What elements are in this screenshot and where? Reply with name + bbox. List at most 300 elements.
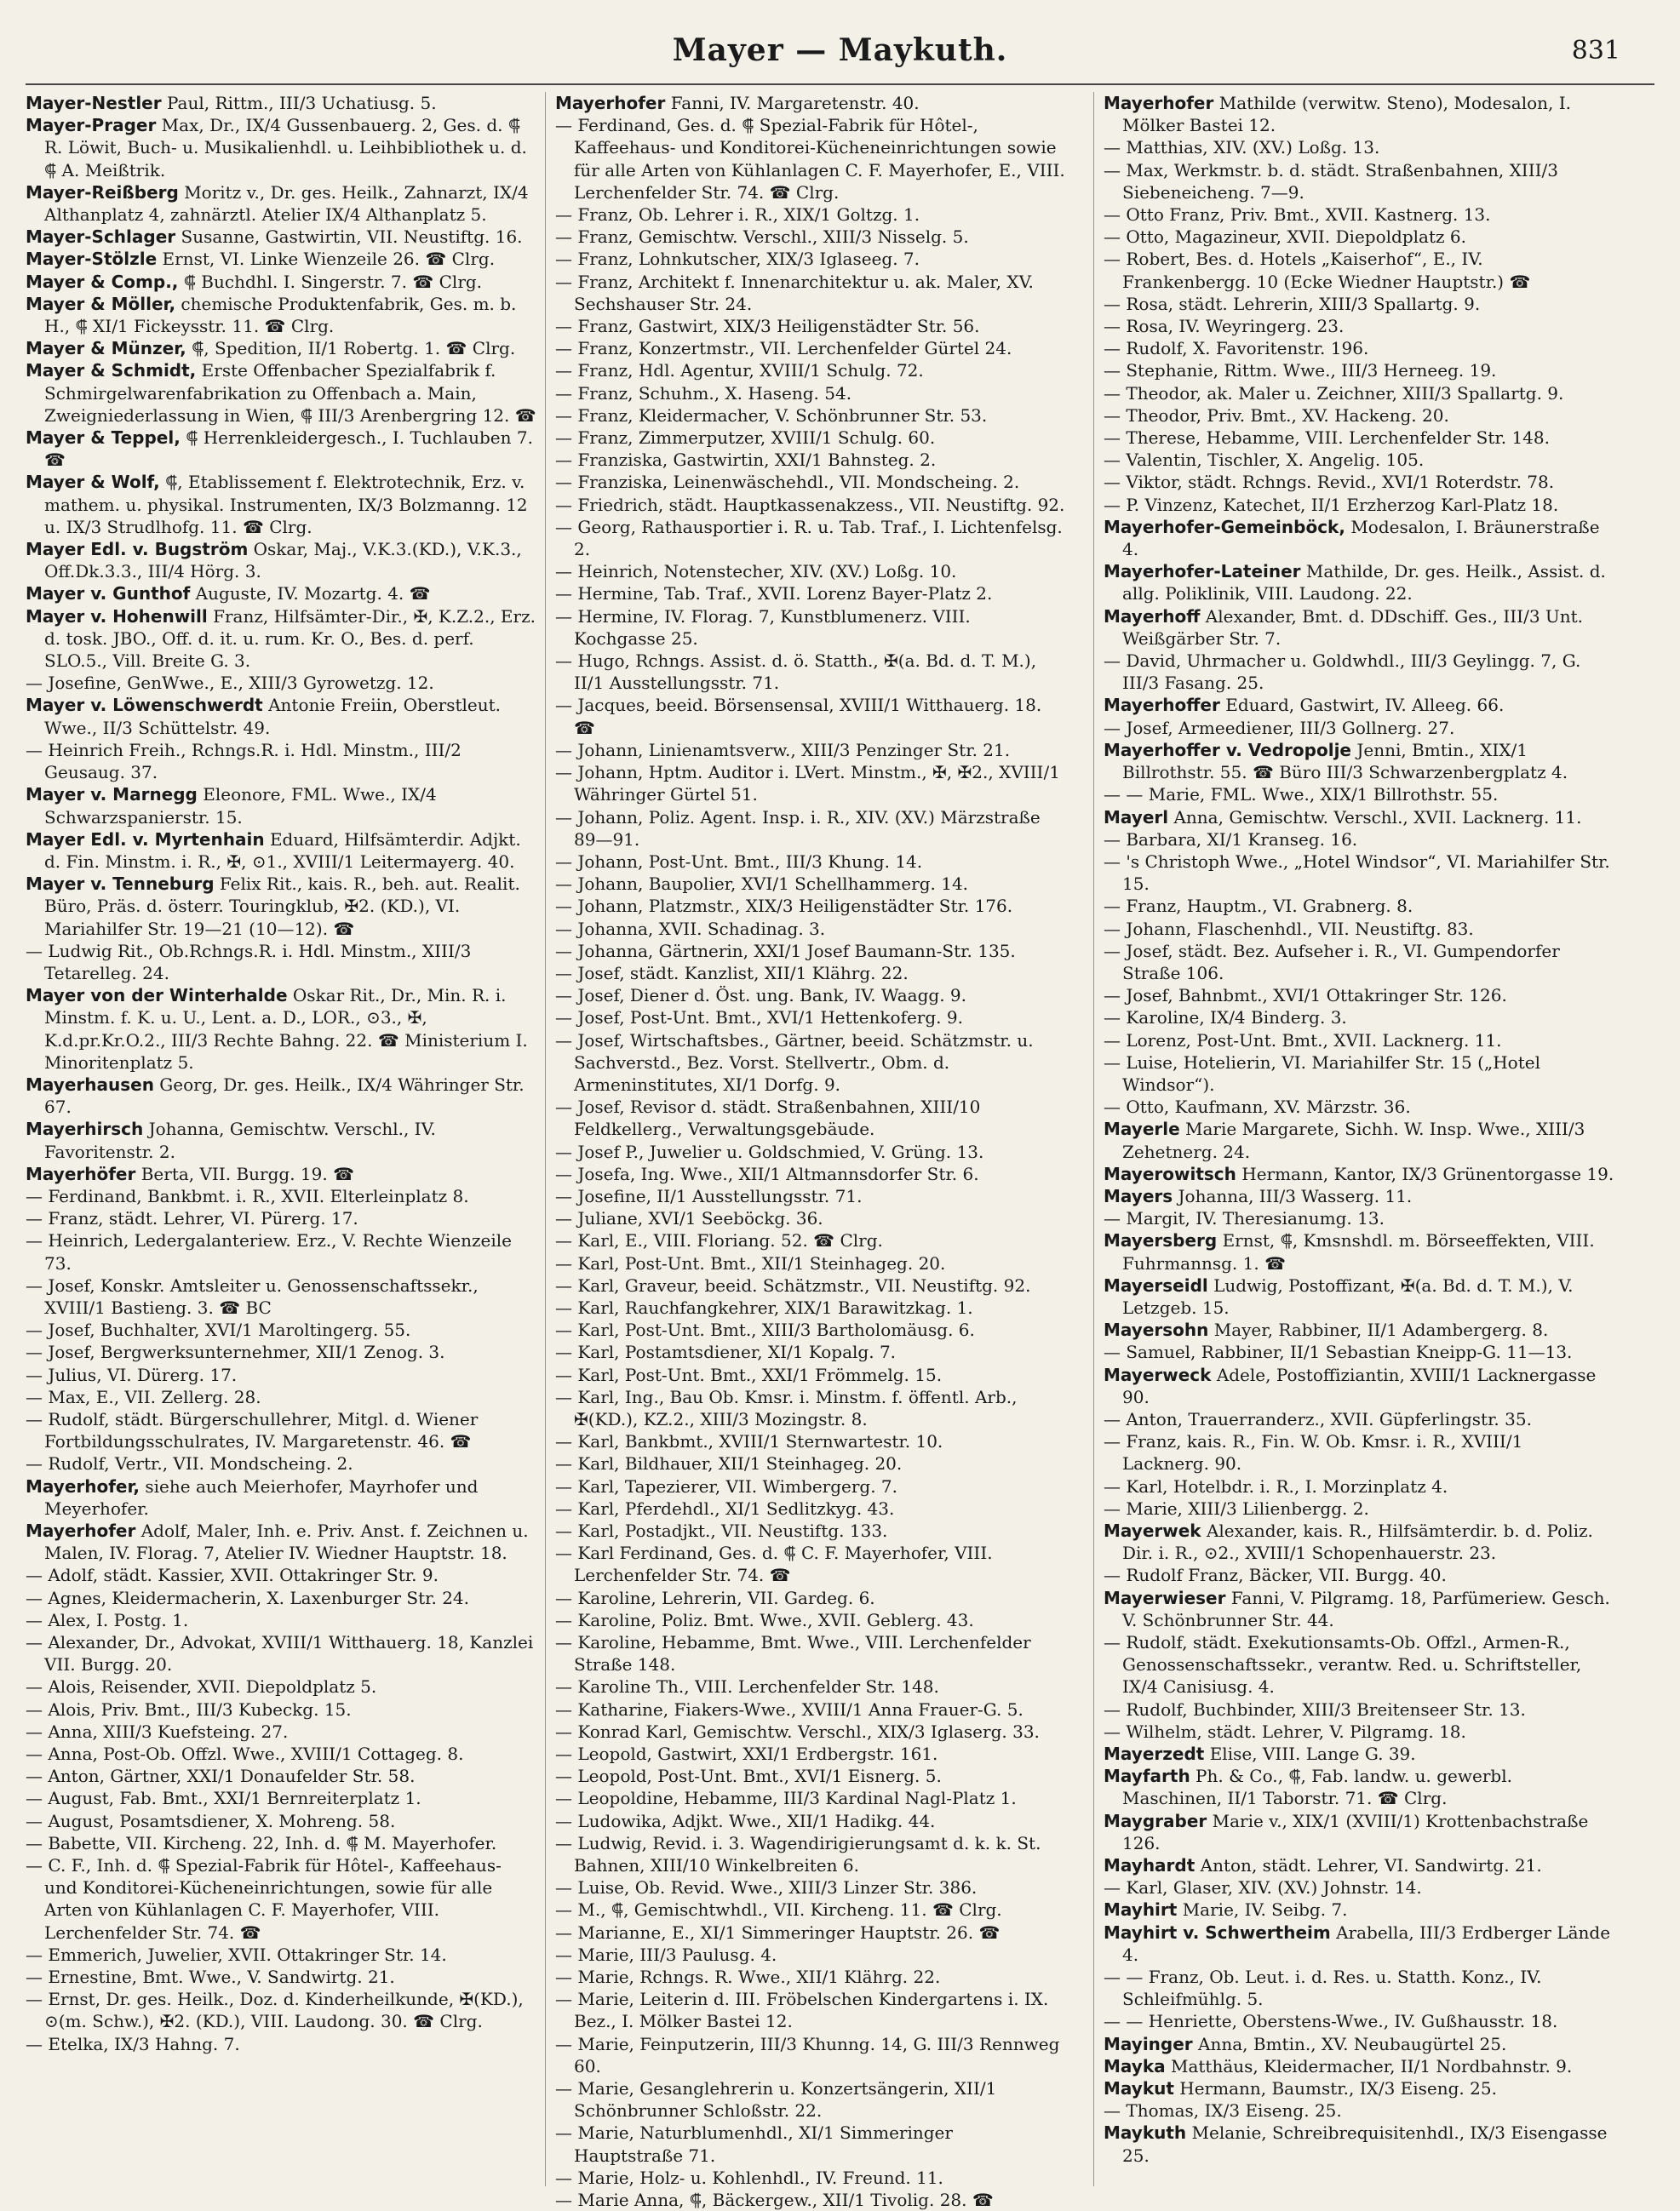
entry-text: — Franz, Hauptm., VI. Grabnerg. 8. [1104, 896, 1413, 917]
directory-entry [555, 605, 1066, 650]
directory-entry [1104, 1408, 1614, 1430]
directory-entry [26, 1274, 536, 1319]
entry-text: chemische Produktenfabrik, Ges. m. b. H., ⸿ XI/1 Fickeysstr. 11. ☎ Clrg. [44, 293, 517, 337]
directory-entry [555, 650, 1066, 694]
directory-entry [1104, 694, 1614, 716]
entry-headword: Mayhardt [1104, 1855, 1195, 1876]
directory-entry [555, 1787, 1066, 1809]
directory-entry [1104, 1564, 1614, 1586]
directory-entry [1104, 717, 1614, 739]
entry-text: — Karl, Postamtsdiener, XI/1 Kopalg. 7. [555, 1342, 897, 1363]
entry-text: — Etelka, IX/3 Hahng. 7. [26, 2033, 240, 2054]
entry-text: — M., ⸿, Gemischtwhdl., VII. Kircheng. 11. ☎ Clrg. [555, 1899, 1002, 1921]
entry-text: — Josef, Revisor d. städt. Straßenbahnen, XIII/10 Feldkellerg., Verwaltungsgebäude. [555, 1097, 981, 1140]
directory-entry [26, 1675, 536, 1698]
directory-column-middle [555, 92, 1066, 2211]
directory-entry [555, 1899, 1066, 1921]
entry-text: — Rosa, städt. Lehrerin, XIII/3 Spallartg. 9. [1104, 293, 1481, 314]
directory-entry [555, 1832, 1066, 1876]
entry-text: — Adolf, städt. Kassier, XVII. Ottakringer Str. 9. [26, 1565, 439, 1586]
entry-text: Franz, Hilfsämter-Dir., ✠, K.Z.2., Erz. d. tosk. JBO., Off. d. it. u. rum. Kr. O., Bes. d. perf. SLO.5., Vill. Breite G. 3. [44, 605, 536, 672]
entry-text: Marie v., XIX/1 (XVIII/1) Krottenbachstraße 126. [1122, 1810, 1589, 1853]
entry-text: Max, Dr., IX/4 Gussenbauerg. 2, Ges. d. ⸿ R. Löwit, Buch- u. Musikalienhdl. u. Leihbibliothek u. d. ⸿ A. Meißtrik. [44, 115, 527, 180]
directory-entry [26, 1587, 536, 1609]
entry-text: — Marie, Holz- u. Kohlenhdl., IV. Freund. 11. [555, 2167, 943, 2188]
entry-text: Oskar, Maj., V.K.3.(KD.), V.K.3., Off.Dk.3.3., III/4 Hörg. 3. [44, 539, 522, 582]
directory-entry [1104, 1006, 1614, 1028]
directory-entry [555, 873, 1066, 895]
entry-text: — Franz, städt. Lehrer, VI. Pürerg. 17. [26, 1208, 358, 1229]
directory-entry [1104, 1341, 1614, 1363]
entry-text: — Marie, Feinputzerin, III/3 Khunng. 14, G. III/3 Rennweg 60. [555, 2033, 1060, 2076]
directory-entry [555, 2167, 1066, 2189]
entry-text: — Karl, Pferdehdl., XI/1 Sedlitzkyg. 43. [555, 1498, 895, 1519]
directory-entry [1104, 1810, 1614, 1854]
directory-entry [555, 582, 1066, 604]
entry-text: Hermann, Baumstr., IX/3 Eiseng. 25. [1179, 2078, 1497, 2099]
entry-headword: Mayerhofer, [26, 1475, 140, 1497]
entry-headword: Mayer v. Löwenschwerdt [26, 695, 263, 716]
directory-entry [555, 1341, 1066, 1363]
entry-headword: Mayerhofer-Lateiner [1104, 561, 1301, 582]
entry-text: Melanie, Schreibrequisitenhdl., IX/3 Eisengasse 25. [1122, 2122, 1608, 2166]
entry-headword: Mayerwieser [1104, 1587, 1226, 1608]
entry-text: — Marie, XIII/3 Lilienbergg. 2. [1104, 1498, 1369, 1519]
entry-text: — Josefa, Ing. Wwe., XII/1 Altmannsdorfer Str. 6. [555, 1163, 979, 1184]
entry-text: — August, Posamtsdiener, X. Mohreng. 58. [26, 1810, 396, 1831]
directory-entry [555, 851, 1066, 873]
directory-entry [1104, 404, 1614, 427]
directory-entry [26, 694, 536, 738]
directory-entry [26, 293, 536, 337]
entry-text: Moritz v., Dr. ges. Heilk., Zahnarzt, IX/4 Althanplatz 4, zahnärztl. Atelier IX/4 Althanplatz 5. [44, 181, 529, 226]
directory-entry [555, 1721, 1066, 1743]
entry-text: — Ernestine, Bmt. Wwe., V. Sandwirtg. 21. [26, 1967, 395, 1988]
entry-text: — Johann, Flaschenhdl., VII. Neustiftg. 83. [1104, 918, 1474, 939]
directory-entry [26, 1698, 536, 1721]
entry-headword: Maykuth [1104, 2122, 1187, 2144]
directory-entry [555, 1163, 1066, 1185]
entry-text: — Johanna, XVII. Schadinag. 3. [555, 918, 826, 939]
directory-entry [555, 739, 1066, 761]
entry-text: — Franz, kais. R., Fin. W. Ob. Kmsr. i. R., XVIII/1 Lacknerg. 90. [1104, 1431, 1523, 1475]
entry-text: — Matthias, XIV. (XV.) Loßg. 13. [1104, 137, 1380, 158]
directory-entry [555, 2033, 1066, 2077]
directory-entry [26, 2033, 536, 2055]
entry-text: Auguste, IV. Mozartg. 4. ☎ [195, 583, 431, 604]
directory-entry [1104, 560, 1614, 604]
entry-text: — C. F., Inh. d. ⸿ Spezial-Fabrik für Hôtel-, Kaffeehaus- und Konditorei-Kücheneinrichtungen, sowie für alle Arten von Kühlanlagen C. F. Mayerhofer, VIII. Lerchenfelder Str. 74. ☎ [26, 1855, 502, 1943]
entry-text: — Karl, Post-Unt. Bmt., XXI/1 Frömmelg. 15. [555, 1364, 943, 1385]
entry-text: — Rudolf, Vertr., VII. Mondscheing. 2. [26, 1453, 353, 1475]
directory-entry [26, 1408, 536, 1452]
entry-text: — Franz, Gastwirt, XIX/3 Heiligenstädter Str. 56. [555, 316, 980, 337]
entry-text: — Josef, Buchhalter, XVI/1 Maroltingerg. 55. [26, 1320, 411, 1341]
directory-entry [1104, 315, 1614, 337]
directory-entry [555, 1430, 1066, 1452]
entry-headword: Mayerwek [1104, 1521, 1201, 1541]
directory-entry [555, 984, 1066, 1006]
directory-entry [1104, 136, 1614, 158]
directory-column-right [1104, 92, 1614, 2195]
entry-text: Johanna, Gemischtw. Verschl., IV. Favoritenstr. 2. [44, 1119, 436, 1162]
entry-text: — Rudolf Franz, Bäcker, VII. Burgg. 40. [1104, 1565, 1447, 1586]
entry-text: — Karoline Th., VIII. Lerchenfelder Str. 148. [555, 1676, 939, 1698]
entry-text: Felix Rit., kais. R., beh. aut. Realit. Büro, Präs. d. österr. Touringklub, ✠2. (KD.), VI. Mariahilfer Str. 19—21 (10—12). ☎ [44, 874, 520, 939]
directory-entry [26, 1074, 536, 1118]
column-divider [545, 92, 546, 2186]
directory-entry [26, 1810, 536, 1832]
entry-text: — Karoline, Lehrerin, VII. Gardeg. 6. [555, 1587, 875, 1608]
entry-headword: Mayerle [1104, 1119, 1180, 1140]
entry-text: — Lorenz, Post-Unt. Bmt., XVII. Lacknerg. 11. [1104, 1029, 1502, 1051]
directory-entry [1104, 2010, 1614, 2032]
directory-entry [555, 516, 1066, 560]
entry-text: — Agnes, Kleidermacherin, X. Laxenburger Str. 24. [26, 1587, 470, 1608]
entry-text: — Josefine, GenWwe., E., XIII/3 Gyrowetzg. 12. [26, 673, 434, 694]
entry-text: Adele, Postoffiziantin, XVIII/1 Lacknergasse 90. [1122, 1364, 1597, 1407]
entry-text: — Valentin, Tischler, X. Angelig. 105. [1104, 450, 1425, 471]
entry-text: — Marianne, E., XI/1 Simmeringer Hauptstr. 26. ☎ [555, 1922, 1001, 1943]
directory-entry [26, 783, 536, 828]
entry-text: Ph. & Co., ⸿, Fab. landw. u. gewerbl. Maschinen, II/1 Taborstr. 71. ☎ Clrg. [1122, 1766, 1512, 1809]
entry-text: — Ludwig, Revid. i. 3. Wagendirigierungsamt d. k. k. St. Bahnen, XIII/10 Winkelbreiten 6. [555, 1832, 1041, 1876]
directory-entry [26, 359, 536, 427]
directory-entry [1104, 2077, 1614, 2099]
entry-headword: Mayerhofer [1104, 93, 1214, 113]
directory-entry [555, 1229, 1066, 1252]
entry-text: — Josef, Armeediener, III/3 Gollnerg. 27. [1104, 717, 1455, 738]
entry-text: — Alexander, Dr., Advokat, XVIII/1 Witthauerg. 18, Kanzlei VII. Burgg. 20. [26, 1632, 534, 1675]
directory-entry [555, 92, 1066, 114]
entry-headword: Mayerzedt [1104, 1744, 1205, 1765]
entry-text: Anton, städt. Lehrer, VI. Sandwirtg. 21. [1200, 1855, 1542, 1876]
directory-entry [1104, 895, 1614, 917]
directory-entry [555, 2077, 1066, 2122]
entry-headword: Mayer von der Winterhalde [26, 985, 288, 1006]
column-divider [1093, 92, 1094, 2186]
directory-entry [1104, 940, 1614, 984]
directory-entry [555, 449, 1066, 471]
directory-entry [555, 1364, 1066, 1386]
entry-text: — Franziska, Leinenwäschehdl., VII. Mondscheing. 2. [555, 472, 1020, 493]
directory-entry [26, 337, 536, 359]
entry-text: Susanne, Gastwirtin, VII. Neustiftg. 16. [181, 226, 523, 248]
entry-headword: Mayer Edl. v. Bugström [26, 539, 249, 560]
entry-text: — Josef, städt. Kanzlist, XII/1 Klährg. 22. [555, 962, 909, 983]
directory-entry [555, 427, 1066, 449]
entry-text: — Karl Ferdinand, Ges. d. ⸿ C. F. Mayerhofer, VIII. Lerchenfelder Str. 74. ☎ [555, 1543, 993, 1586]
entry-text: — Josef, Post-Unt. Bmt., XVI/1 Hettenkoferg. 9. [555, 1007, 963, 1028]
directory-entry [1104, 2033, 1614, 2055]
entry-headword: Mayersberg [1104, 1230, 1218, 1252]
entry-text: — Heinrich, Ledergalanteriew. Erz., V. Rechte Wienzeile 73. [26, 1230, 512, 1274]
directory-entry [1104, 1319, 1614, 1341]
entry-text: — Babette, VII. Kircheng. 22, Inh. d. ⸿ M. Mayerhofer. [26, 1832, 497, 1853]
entry-text: — Josef, Wirtschaftsbes., Gärtner, beeid. Schätzmstr. u. Sachverstd., Bez. Vorst. Stellvertr., Obm. d. Armeninstitutes, XI/1 Dorfg. 9. [555, 1029, 1034, 1095]
directory-entry [555, 494, 1066, 516]
directory-entry [1104, 1185, 1614, 1207]
entry-text: Eduard, Gastwirt, IV. Alleeg. 66. [1225, 695, 1505, 716]
entry-text: — Ludwig Rit., Ob.Rchngs.R. i. Hdl. Minstm., XIII/3 Tetarelleg. 24. [26, 940, 472, 983]
directory-entry [26, 1564, 536, 1586]
directory-entry [555, 337, 1066, 359]
entry-text: — Marie, Gesanglehrerin u. Konzertsängerin, XII/1 Schönbrunner Schloßstr. 22. [555, 2078, 997, 2122]
directory-entry [26, 1966, 536, 1988]
entry-text: — Marie, Rchngs. R. Wwe., XII/1 Klährg. 22. [555, 1967, 941, 1988]
entry-text: — Karl, Bankbmt., XVIII/1 Sternwartestr. 10. [555, 1431, 943, 1452]
directory-entry [1104, 1207, 1614, 1229]
entry-text: — Johann, Hptm. Auditor i. LVert. Minstm., ✠, ✠2., XVIII/1 Währinger Gürtel 51. [555, 762, 1060, 805]
directory-entry [1104, 1721, 1614, 1743]
entry-text: Oskar Rit., Dr., Min. R. i. Minstm. f. K. u. U., Lent. a. D., LOR., ⊙3., ✠, K.d.pr.Kr.O.2., III/3 Rechte Bahng. 22. ☎ Ministerium I. Minoritenplatz 5. [44, 985, 528, 1073]
entry-text: — Johann, Poliz. Agent. Insp. i. R., XIV. (XV.) Märzstraße 89—91. [555, 806, 1041, 850]
entry-headword: Mayerseidl [1104, 1274, 1208, 1296]
entry-headword: Mayer-Stölzle [26, 249, 158, 270]
directory-entry [555, 1096, 1066, 1140]
directory-entry [26, 1163, 536, 1185]
directory-entry [555, 1520, 1066, 1542]
directory-entry [555, 359, 1066, 381]
page-header [0, 32, 1680, 75]
entry-text: siehe auch Meierhofer, Mayrhofer und Meyerhofer. [44, 1475, 479, 1519]
entry-text: — Marie, Leiterin d. III. Fröbelschen Kindergartens i. IX. Bez., I. Mölker Bastei 12. [555, 1989, 1049, 2032]
directory-entry [26, 226, 536, 248]
entry-text: Eduard, Hilfsämterdir. Adjkt. d. Fin. Minstm. i. R., ✠, ⊙1., XVIII/1 Leitermayerg. 40. [44, 828, 521, 872]
directory-entry [26, 1765, 536, 1787]
entry-text: — Josefine, II/1 Ausstellungsstr. 71. [555, 1185, 863, 1206]
directory-entry [1104, 226, 1614, 248]
entry-text: Adolf, Maler, Inh. e. Priv. Anst. f. Zeichnen u. Malen, IV. Florag. 7, Atelier IV. Wiedner Hauptstr. 18. [44, 1521, 529, 1564]
directory-entry [26, 1118, 536, 1162]
entry-text: Alexander, Bmt. d. DDschiff. Ges., III/3 Unt. Weißgärber Str. 7. [1122, 605, 1584, 649]
entry-text: — Max, Werkmstr. b. d. städt. Straßenbahnen, XIII/3 Siebeneicheng. 7—9. [1104, 159, 1558, 203]
directory-entry [555, 2189, 1066, 2211]
directory-entry [1104, 248, 1614, 292]
entry-text: Erste Offenbacher Spezialfabrik f. Schmirgelwarenfabrikation zu Offenbach a. Main, Zweigniederlassung in Wien, ⸿ III/3 Arenbergring 12. ☎ [44, 360, 536, 426]
entry-text: — Alex, I. Postg. 1. [26, 1609, 189, 1630]
directory-entry [1104, 806, 1614, 828]
directory-entry [555, 1542, 1066, 1586]
entry-headword: Mayerhirsch [26, 1119, 144, 1140]
directory-entry [555, 895, 1066, 917]
directory-entry [1104, 1498, 1614, 1520]
entry-text: — Marie Anna, ⸿, Bäckergew., XII/1 Tivolig. 28. ☎ [555, 2190, 994, 2211]
directory-entry [555, 1609, 1066, 1631]
directory-entry [555, 1675, 1066, 1698]
entry-text: — Emmerich, Juwelier, XVII. Ottakringer Str. 14. [26, 1944, 447, 1965]
directory-entry [555, 271, 1066, 315]
directory-entry [555, 962, 1066, 984]
entry-headword: Mayhirt v. Schwertheim [1104, 1922, 1331, 1943]
entry-text: Matthäus, Kleidermacher, II/1 Nordbahnstr. 9. [1170, 2055, 1573, 2076]
entry-text: Marie Margarete, Sichh. W. Insp. Wwe., XIII/3 Zehetnerg. 24. [1122, 1119, 1585, 1162]
directory-entry [555, 315, 1066, 337]
directory-entry [555, 1207, 1066, 1229]
directory-entry [555, 1252, 1066, 1274]
entry-headword: Mayerhoff [1104, 605, 1201, 627]
entry-text: — Johanna, Gärtnerin, XXI/1 Josef Baumann-Str. 135. [555, 940, 1016, 961]
entry-text: — Ernst, Dr. ges. Heilk., Doz. d. Kinderheilkunde, ✠(KD.), ⊙(m. Schw.), ✠2. (KD.), VIII. Laudong. 30. ☎ Clrg. [26, 1989, 524, 2032]
entry-text: — Franz, Zimmerputzer, XVIII/1 Schulg. 60. [555, 427, 936, 449]
entry-text: — Samuel, Rabbiner, II/1 Sebastian Kneipp-G. 11—13. [1104, 1342, 1573, 1363]
directory-entry [555, 2122, 1066, 2166]
directory-entry [26, 873, 536, 940]
directory-entry [555, 114, 1066, 203]
directory-entry [1104, 359, 1614, 381]
entry-text: — Anton, Gärtner, XXI/1 Donaufelder Str. 58. [26, 1766, 416, 1787]
entry-text: — Karoline, Poliz. Bmt. Wwe., XVII. Geblerg. 43. [555, 1609, 974, 1630]
directory-entry [555, 1988, 1066, 2032]
entry-text: — Anna, Post-Ob. Offzl. Wwe., XVIII/1 Cottageg. 8. [26, 1744, 464, 1765]
entry-text: — Luise, Ob. Revid. Wwe., XIII/3 Linzer Str. 386. [555, 1877, 978, 1899]
entry-headword: Maygraber [1104, 1810, 1207, 1831]
entry-text: — Karl, Postadjkt., VII. Neustiftg. 133. [555, 1521, 888, 1541]
entry-headword: Mayerhofer [555, 93, 666, 113]
entry-text: — Rosa, IV. Weyringerg. 23. [1104, 316, 1345, 337]
directory-entry [1104, 2122, 1614, 2166]
entry-text: — P. Vinzenz, Katechet, II/1 Erzherzog Karl-Platz 18. [1104, 494, 1559, 515]
running-head: Mayer — Maykuth. [672, 32, 1008, 68]
directory-entry [26, 538, 536, 582]
entry-text: — Karoline, Hebamme, Bmt. Wwe., VIII. Lerchenfelder Straße 148. [555, 1632, 1031, 1675]
entry-headword: Mayinger [1104, 2033, 1193, 2054]
directory-entry [1104, 1765, 1614, 1809]
entry-text: — Konrad Karl, Gemischtw. Verschl., XIX/3 Iglaserg. 33. [555, 1721, 1040, 1742]
entry-text: Jenni, Bmtin., XIX/1 Billrothstr. 55. ☎ Büro III/3 Schwarzenbergplatz 4. [1122, 739, 1568, 783]
entry-headword: Mayerhoffer [1104, 695, 1220, 716]
directory-entry [1104, 494, 1614, 516]
entry-text: — Josef, Bahnbmt., XVI/1 Ottakringer Str. 126. [1104, 985, 1507, 1006]
directory-entry [26, 1520, 536, 1564]
directory-entry [26, 605, 536, 673]
directory-entry [1104, 427, 1614, 449]
entry-headword: Mayer Edl. v. Myrtenhain [26, 828, 265, 850]
entry-text: — Josef P., Juwelier u. Goldschmied, V. Grüng. 13. [555, 1141, 984, 1162]
entry-headword: Mayhirt [1104, 1899, 1178, 1921]
directory-entry [555, 1274, 1066, 1297]
directory-entry [1104, 337, 1614, 359]
entry-text: Modesalon, I. Bräunerstraße 4. [1122, 516, 1600, 560]
directory-entry [555, 1297, 1066, 1319]
entry-text: — Otto, Magazineur, XVII. Diepoldplatz 6. [1104, 226, 1466, 248]
entry-text: Anna, Gemischtw. Verschl., XVII. Lacknerg. 11. [1173, 806, 1582, 828]
entry-headword: Mayka [1104, 2055, 1166, 2076]
entry-text: — Luise, Hotelierin, VI. Mariahilfer Str. 15 („Hotel Windsor“). [1104, 1051, 1540, 1095]
directory-entry [1104, 2055, 1614, 2077]
directory-entry [1104, 449, 1614, 471]
entry-headword: Mayerl [1104, 806, 1169, 828]
entry-text: — Johann, Post-Unt. Bmt., III/3 Khung. 14. [555, 851, 923, 872]
directory-entry [1104, 1475, 1614, 1498]
entry-headword: Mayerhöfer [26, 1163, 136, 1184]
directory-entry [1104, 159, 1614, 203]
directory-entry [1104, 92, 1614, 136]
entry-text: Hermann, Kantor, IX/3 Grünentorgasse 19. [1241, 1163, 1614, 1184]
entry-text: — Franz, Ob. Lehrer i. R., XIX/1 Goltzg. 1. [555, 204, 920, 226]
directory-entry [1104, 984, 1614, 1006]
directory-entry [1104, 828, 1614, 851]
directory-entry [26, 271, 536, 293]
directory-entry [1104, 1118, 1614, 1162]
directory-entry [555, 248, 1066, 270]
directory-entry [555, 1743, 1066, 1765]
directory-entry [1104, 605, 1614, 650]
directory-entry [555, 694, 1066, 738]
entry-text: Paul, Rittm., III/3 Uchatiusg. 5. [166, 93, 437, 113]
directory-entry [26, 471, 536, 538]
entry-text: Johanna, III/3 Wasserg. 11. [1178, 1185, 1413, 1206]
directory-entry [26, 940, 536, 984]
directory-entry [1104, 1966, 1614, 2010]
entry-headword: Mayer v. Gunthof [26, 583, 191, 604]
directory-entry [1104, 1631, 1614, 1698]
directory-entry [555, 1141, 1066, 1163]
entry-text: Fanni, V. Pilgramg. 18, Parfümeriew. Gesch. V. Schönbrunner Str. 44. [1122, 1587, 1610, 1630]
entry-headword: Mayer-Reißberg [26, 181, 179, 203]
directory-entry [555, 806, 1066, 851]
directory-entry [26, 1832, 536, 1854]
entry-text: Mayer, Rabbiner, II/1 Adambergerg. 8. [1213, 1320, 1549, 1341]
entry-text: — Heinrich Freih., Rchngs.R. i. Hdl. Minstm., III/2 Geusaug. 37. [26, 739, 462, 783]
directory-entry [555, 940, 1066, 962]
entry-text: — Franz, Konzertmstr., VII. Lerchenfelder Gürtel 24. [555, 338, 1012, 359]
entry-headword: Mayer & Möller, [26, 293, 176, 314]
directory-entry [555, 1810, 1066, 1832]
entry-headword: Mayfarth [1104, 1766, 1190, 1787]
directory-entry [1104, 1922, 1614, 1966]
entry-text: — Karl, Hotelbdr. i. R., I. Morzinplatz 4. [1104, 1475, 1448, 1497]
directory-entry [555, 1319, 1066, 1341]
directory-entry [555, 1452, 1066, 1475]
directory-entry [26, 1787, 536, 1809]
directory-column-left [26, 92, 536, 2195]
entry-text: Mathilde (verwitw. Steno), Modesalon, I. Mölker Bastei 12. [1122, 93, 1571, 136]
directory-entry [1104, 1587, 1614, 1631]
entry-text: — Karl, Tapezierer, VII. Wimbergerg. 7. [555, 1475, 898, 1497]
entry-text: — Karl, Graveur, beeid. Schätzmstr., VII. Neustiftg. 92. [555, 1274, 1031, 1296]
entry-headword: Mayer v. Tenneburg [26, 874, 215, 895]
directory-entry [555, 1922, 1066, 1944]
directory-entry [1104, 293, 1614, 315]
entry-text: Mathilde, Dr. ges. Heilk., Assist. d. allg. Poliklinik, VIII. Laudong. 22. [1122, 561, 1606, 604]
entry-headword: Mayerowitsch [1104, 1163, 1236, 1184]
entry-headword: Maykut [1104, 2078, 1174, 2099]
entry-text: — Hugo, Rchngs. Assist. d. ö. Statth., ✠(a. Bd. d. T. M.), II/1 Ausstellungsstr. 71. [555, 650, 1037, 694]
directory-entry [555, 203, 1066, 226]
entry-text: — Josef, städt. Bez. Aufseher i. R., VI. Gumpendorfer Straße 106. [1104, 940, 1560, 983]
entry-text: — Franz, Lohnkutscher, XIX/3 Iglaseeg. 7. [555, 249, 920, 270]
entry-text: — Rudolf, Buchbinder, XIII/3 Breitenseer Str. 13. [1104, 1698, 1526, 1720]
directory-entry [1104, 1520, 1614, 1564]
entry-text: Alexander, kais. R., Hilfsämterdir. b. d. Poliz. Dir. i. R., ⊙2., XVIII/1 Schopenhauerstr. 23. [1122, 1521, 1593, 1564]
entry-text: — Jacques, beeid. Börsensensal, XVIII/1 Witthauerg. 18. ☎ [555, 695, 1042, 738]
entry-text: Fanni, IV. Margaretenstr. 40. [670, 93, 920, 113]
entry-text: — Katharine, Fiakers-Wwe., XVIII/1 Anna Frauer-G. 5. [555, 1698, 1023, 1720]
entry-text: — Georg, Rathausportier i. R. u. Tab. Traf., I. Lichtenfelsg. 2. [555, 516, 1063, 560]
directory-entry [555, 226, 1066, 248]
directory-entry [555, 1386, 1066, 1430]
entry-text: — Wilhelm, städt. Lehrer, V. Pilgramg. 18. [1104, 1721, 1466, 1742]
entry-text: — Karoline, IX/4 Binderg. 3. [1104, 1007, 1347, 1028]
entry-headword: Mayerhausen [26, 1074, 154, 1095]
directory-entry [555, 761, 1066, 805]
entry-text: Elise, VIII. Lange G. 39. [1209, 1744, 1416, 1765]
directory-entry [555, 918, 1066, 940]
entry-text: Antonie Freiin, Oberstleut. Wwe., II/3 Schüttelstr. 49. [44, 695, 502, 738]
directory-entry [1104, 1163, 1614, 1185]
entry-text: ⸿ Buchdhl. I. Singerstr. 7. ☎ Clrg. [183, 271, 483, 292]
